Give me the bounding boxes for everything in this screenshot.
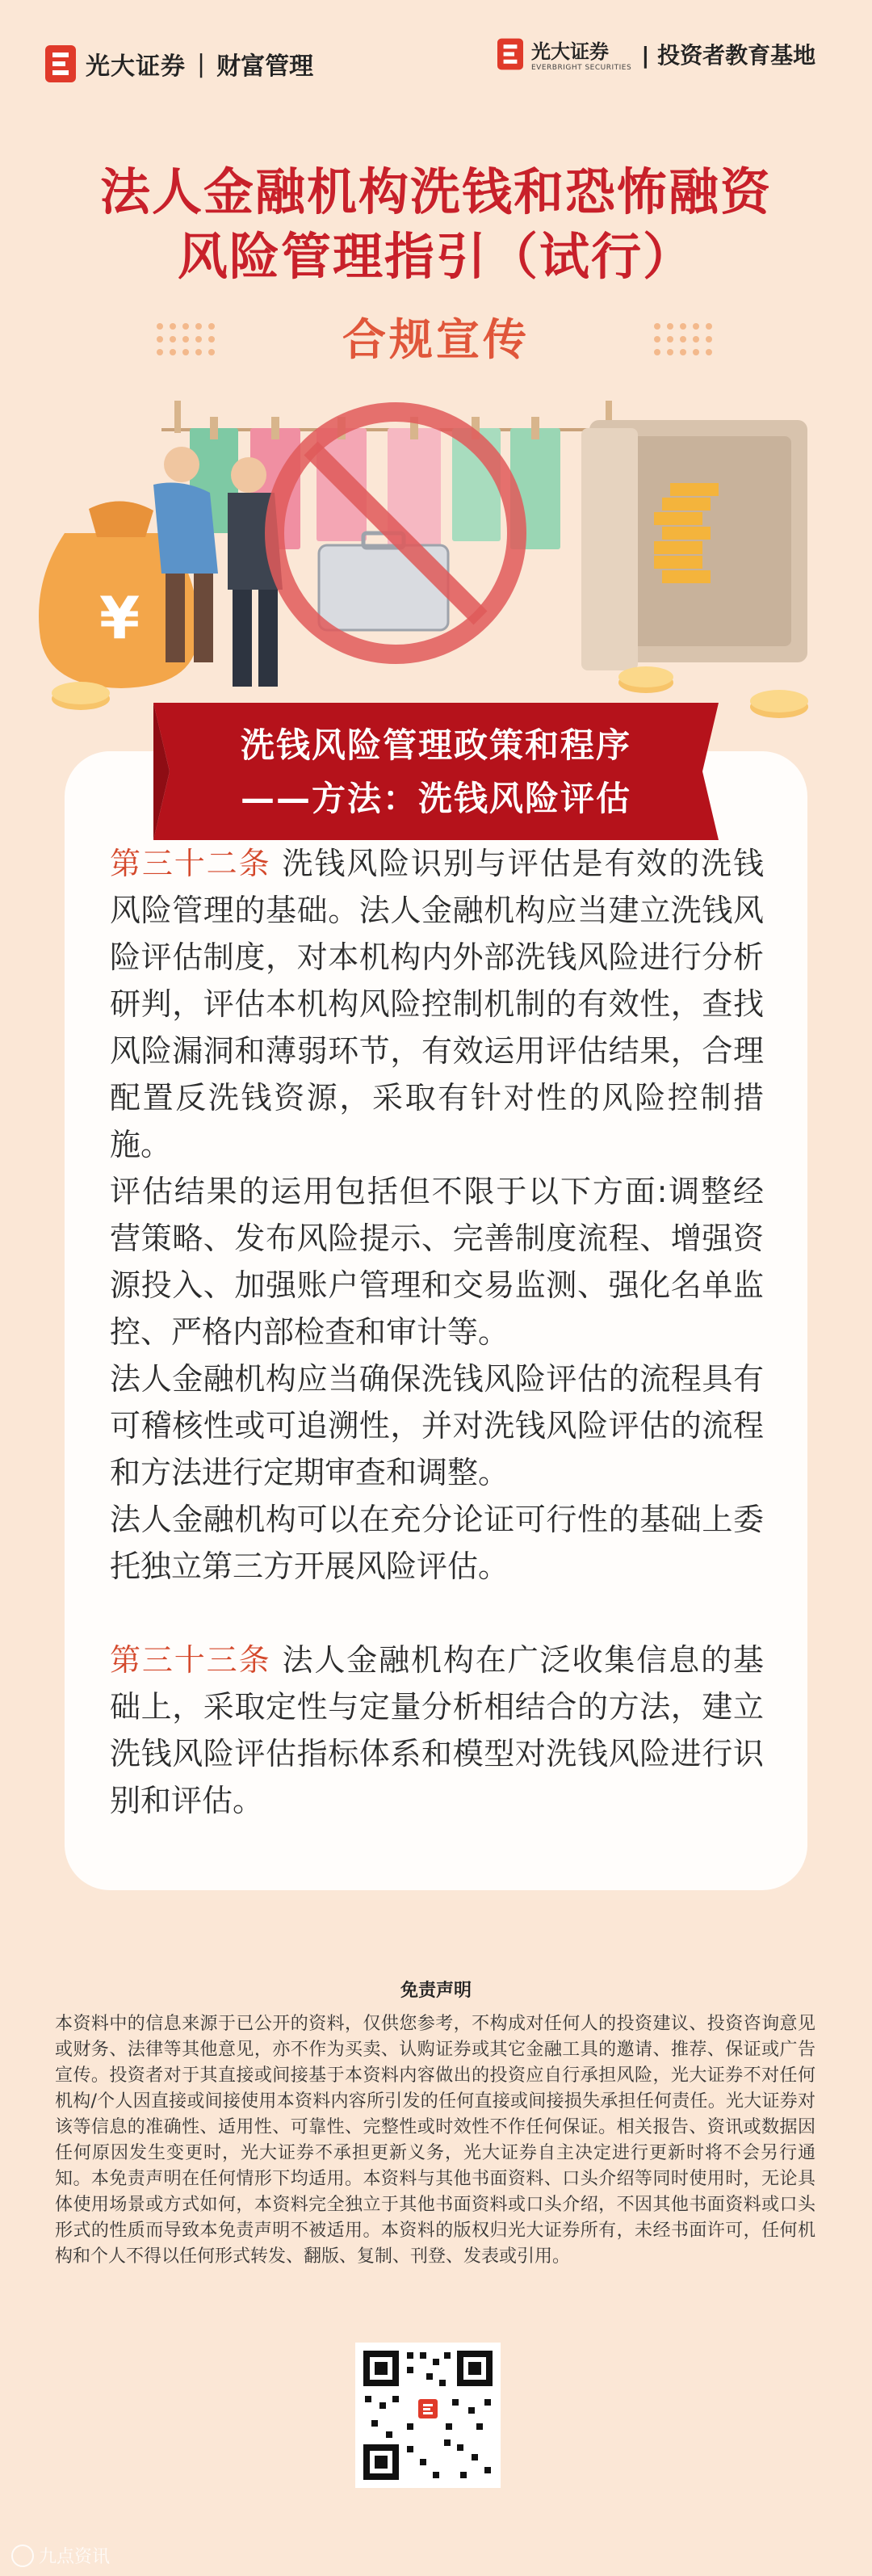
page-title-line-2: 风险管理指引（试行） xyxy=(177,227,694,286)
article-content xyxy=(110,840,764,1824)
banner-subtitle: ——方法：洗钱风险评估 xyxy=(240,779,631,818)
article-33 xyxy=(110,1637,764,1824)
page-subtitle: 合规宣传 xyxy=(342,314,530,365)
banner-title: 洗钱风险管理政策和程序 xyxy=(240,725,631,765)
brand-name-english: EVERBRIGHT SECURITIES xyxy=(531,64,632,72)
watermark xyxy=(11,2543,110,2568)
coin-icon xyxy=(52,682,110,710)
svg-text:¥: ¥ xyxy=(99,584,140,652)
article-paragraph: 法人金融机构应当确保洗钱风险评估的流程具有可稽核性或可追溯性，并对洗钱风险评估的流程和方法进行定期审查和调整。 xyxy=(110,1361,764,1490)
paragraph-spacer xyxy=(110,1590,764,1637)
decorative-dots-right xyxy=(651,320,719,359)
article-text: 洗钱风险识别与评估是有效的洗钱风险管理的基础。法人金融机构应当建立洗钱风险评估制度，对本机构内外部洗钱风险进行分析研判，评估本机构风险控制机制的有效性，查找风险漏洞和薄弱环节，有效运用评估结果，合理配置反洗钱资源，采取有针对性的风险控制措施。 xyxy=(110,846,764,1162)
brand-name: 光大证券 xyxy=(531,40,609,63)
brand-section-title: 财富管理 xyxy=(216,53,314,81)
article-number: 第三十二条 xyxy=(110,846,271,881)
article-number: 第三十三条 xyxy=(110,1642,271,1678)
disclaimer-title: 免责声明 xyxy=(400,1981,472,2001)
watermark-text: 九点资讯 xyxy=(39,2547,111,2567)
everbright-logo-icon xyxy=(45,45,76,82)
article-paragraph: 评估结果的运用包括但不限于以下方面:调整经营策略、发布风险提示、完善制度流程、增强资源投入、加强账户管理和交易监测、强化名单监控、严格内部检查和审计等。 xyxy=(110,1174,764,1350)
page-header xyxy=(0,0,872,129)
safe-icon xyxy=(581,420,807,670)
brand-investor-education xyxy=(497,36,815,72)
briefcase-icon xyxy=(319,533,448,630)
brand-separator: | xyxy=(197,49,206,78)
page-title-line-1: 法人金融机构洗钱和恐怖融资 xyxy=(99,162,772,221)
article-32 xyxy=(110,840,764,1168)
anti-money-laundering-illustration xyxy=(16,372,856,727)
article-text: 法人金融机构在广泛收集信息的基础上，采取定性与定量分析相结合的方法，建立洗钱风险评估指标体系和模型对洗钱风险进行识别和评估。 xyxy=(110,1642,764,1818)
section-banner xyxy=(153,703,719,840)
disclaimer-text: 本资料中的信息来源于已公开的资料，仅供您参考，不构成对任何人的投资建议、投资咨询意见或财务、法律等其他意见，亦不作为买卖、认购证券或其它金融工具的邀请、推荐、保证或广告宣传。投资者对于其直接或间接基于本资料内容做出的投资应自行承担风险，光大证券不对任何机构/个人因直接或间接使用本资料内容所引发的任何直接或间接损失承担任何责任。光大证券对该等信息的准确性、适用性、可靠性、完整性或时效性不作任何保证。相关报告、资讯或数据因任何原因发生变更时，光大证券不承担更新义务，光大证券自主决定进行更新时将不会另行通知。本免责声明在任何情形下均适用。本资料与其他书面资料、口头介绍等同时使用时，无论具体使用场景或方式如何，本资料完全独立于其他书面资料或口头介绍，不因其他书面资料或口头形式的性质而导致本免责声明不被适用。本资料的版权归光大证券所有，未经书面许可，任何机构和个人不得以任何形式转发、翻版、复制、刊登、发表或引用。 xyxy=(55,2014,815,2267)
everbright-logo-icon xyxy=(497,38,523,70)
qr-code-icon xyxy=(355,2343,501,2488)
brand-section-title: | 投资者教育基地 xyxy=(641,41,816,69)
watermark-icon xyxy=(11,2544,34,2567)
brand-name: 光大证券 xyxy=(86,53,186,81)
brand-wealth-management xyxy=(45,45,313,82)
brand-name-stack xyxy=(531,36,631,72)
article-paragraph: 法人金融机构可以在充分论证可行性的基础上委托独立第三方开展风险评估。 xyxy=(110,1502,764,1584)
